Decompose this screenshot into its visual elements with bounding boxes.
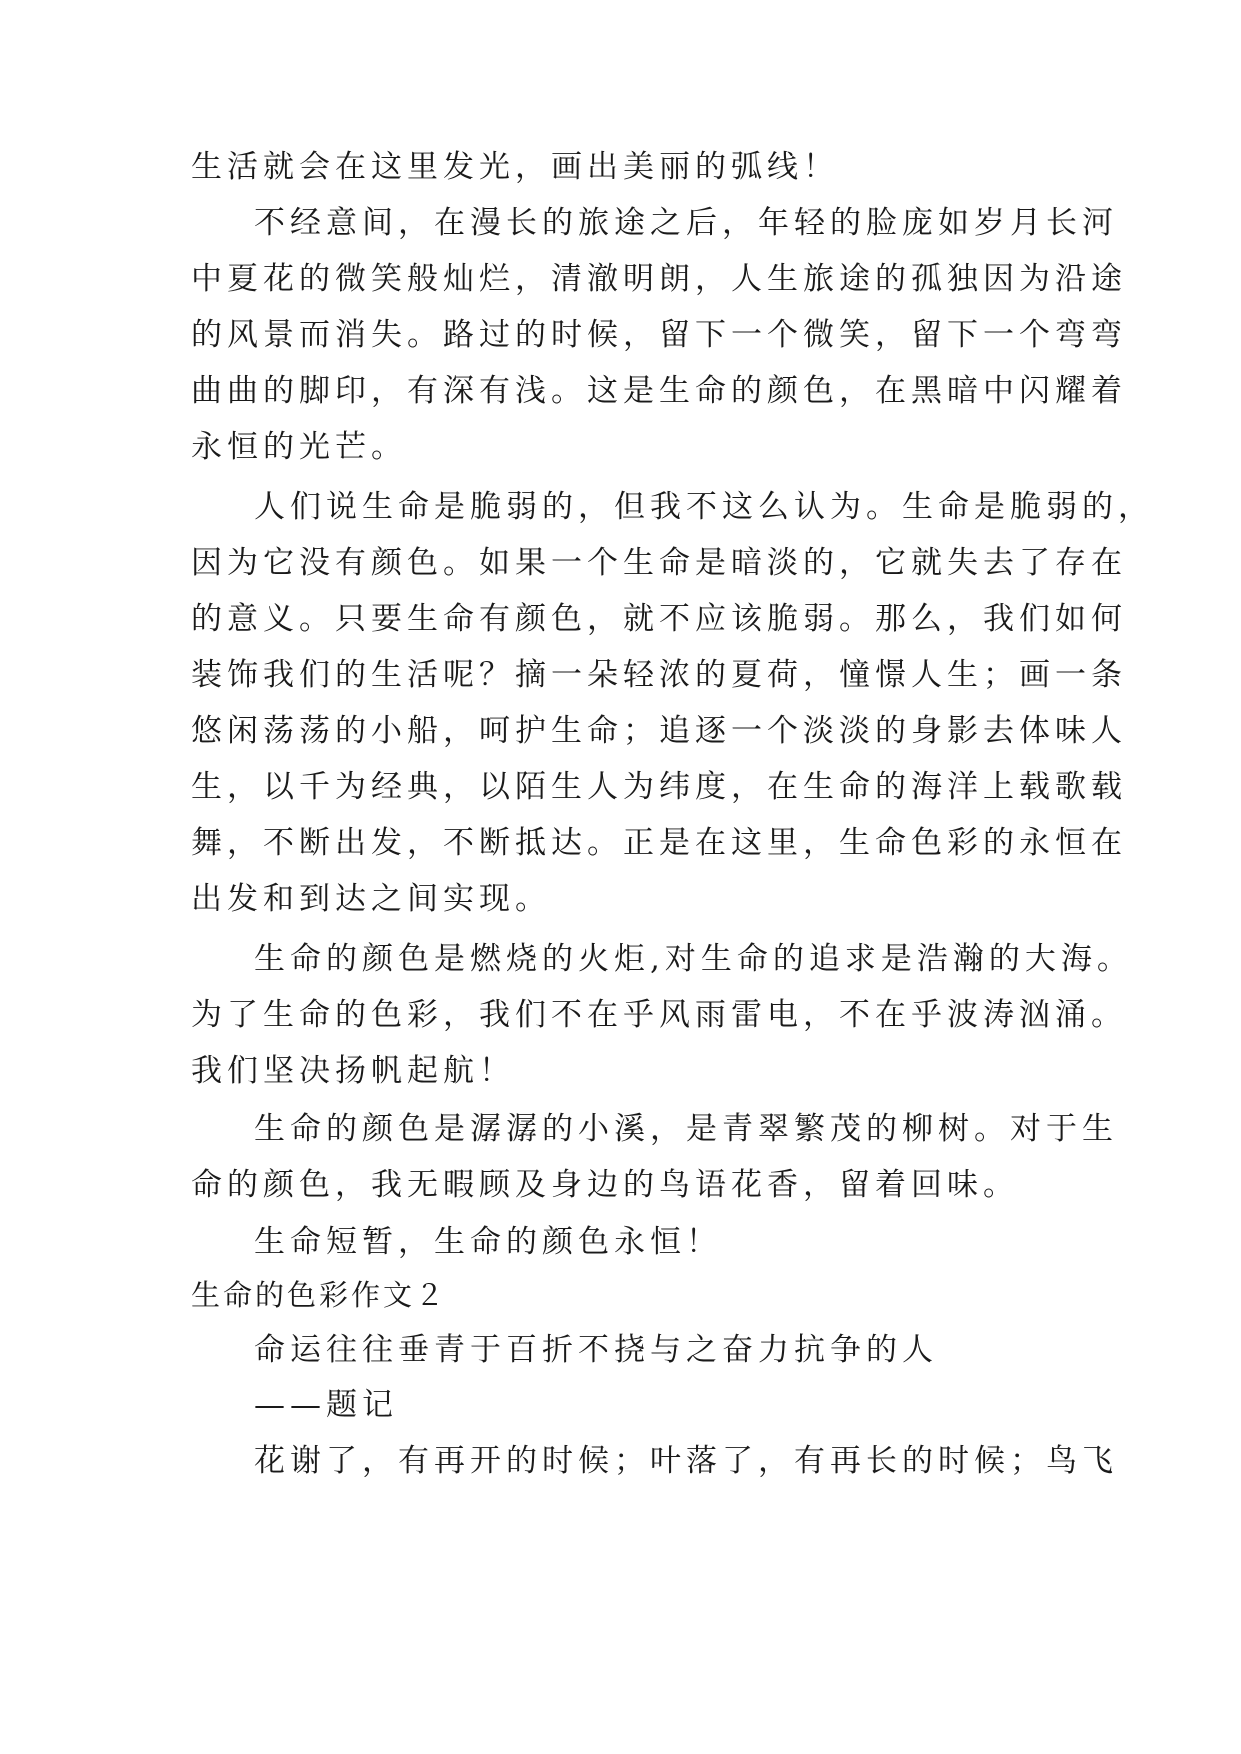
paragraph-line: 生命短暂，生命的颜色永恒！ [254,1224,722,1260]
section-title: 生命的色彩作文２ [191,1278,448,1312]
paragraph-line: 命的颜色，我无暇顾及身边的鸟语花香，留着回味。 [191,1167,1019,1203]
paragraph-line: 中夏花的微笑般灿烂，清澈明朗，人生旅途的孤独因为沿途 [191,261,1127,297]
paragraph-line: 不经意间，在漫长的旅途之后，年轻的脸庞如岁月长河 [254,205,1118,241]
paragraph-line: 出发和到达之间实现。 [191,881,551,917]
paragraph-line: 生命的颜色是潺潺的小溪，是青翠繁茂的柳树。对于生 [254,1111,1118,1147]
paragraph-line: 悠闲荡荡的小船，呵护生命；追逐一个淡淡的身影去体味人 [191,713,1127,749]
paragraph-line: 人们说生命是脆弱的，但我不这么认为。生命是脆弱的， [254,489,1154,525]
paragraph-line: 生命的颜色是燃烧的火炬,对生命的追求是浩瀚的大海。 [254,941,1133,977]
paragraph-line: 永恒的光芒。 [191,429,407,465]
paragraph-line: 装饰我们的生活呢？摘一朵轻浓的夏荷，憧憬人生；画一条 [191,657,1127,693]
paragraph-line: 的风景而消失。路过的时候，留下一个微笑，留下一个弯弯 [191,317,1127,353]
paragraph-line: 生活就会在这里发光，画出美丽的弧线！ [191,149,839,185]
epigraph-line: 命运往往垂青于百折不挠与之奋力抗争的人 [254,1332,938,1368]
paragraph-line: 花谢了，有再开的时候；叶落了，有再长的时候；鸟飞 [254,1443,1118,1479]
paragraph-line: 舞，不断出发，不断抵达。正是在这里，生命色彩的永恒在 [191,825,1127,861]
epigraph-attribution: ——题记 [254,1387,398,1423]
paragraph-line: 曲曲的脚印，有深有浅。这是生命的颜色，在黑暗中闪耀着 [191,373,1127,409]
paragraph-line: 我们坚决扬帆起航！ [191,1053,515,1089]
paragraph-line: 的意义。只要生命有颜色，就不应该脆弱。那么，我们如何 [191,601,1127,637]
paragraph-line: 生，以千为经典，以陌生人为纬度，在生命的海洋上载歌载 [191,769,1127,805]
paragraph-line: 因为它没有颜色。如果一个生命是暗淡的，它就失去了存在 [191,545,1127,581]
paragraph-line: 为了生命的色彩，我们不在乎风雨雷电，不在乎波涛汹涌。 [191,997,1127,1033]
